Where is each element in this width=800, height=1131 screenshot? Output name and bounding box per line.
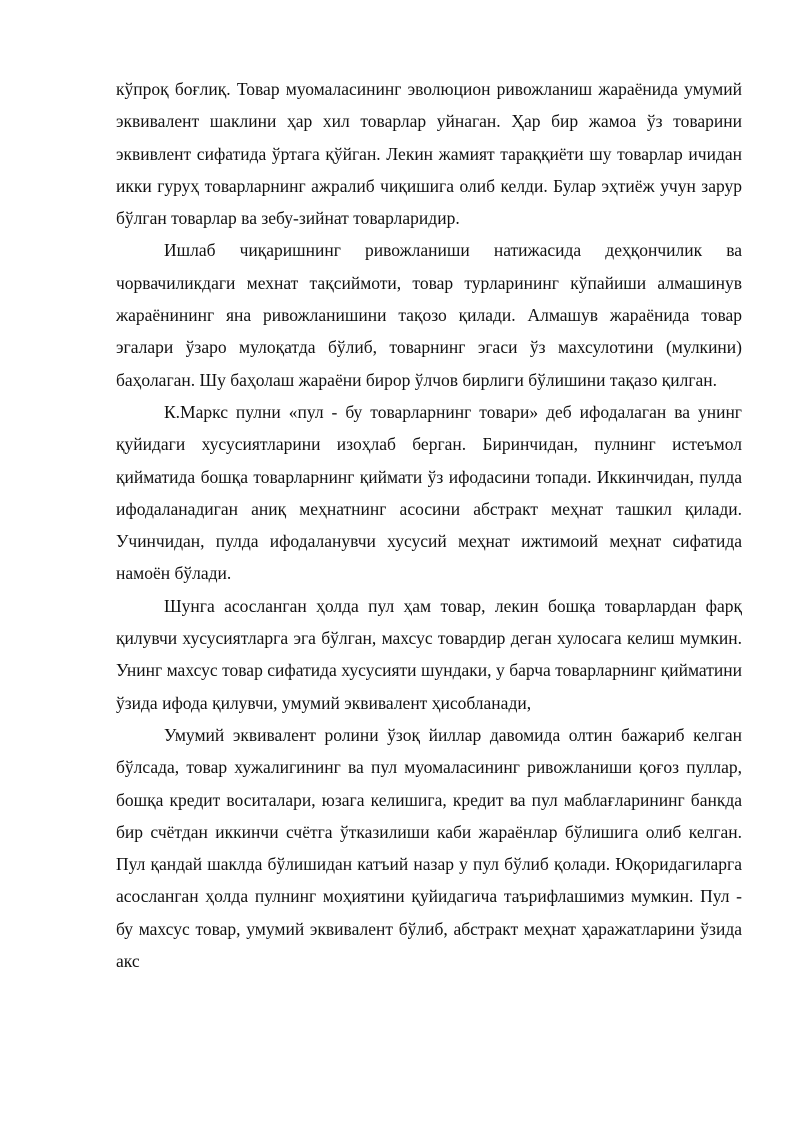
paragraph: Ишлаб чиқаришнинг ривожланиши натижасида деҳқончилик ва чорвачиликдаги мехнат тақсиймоти, товар турларининг кўпайиши алмашинув жараёнининг яна ривожланишини тақозо қилади. Алмашув жараёнида товар эгалари ўзаро мулоқатда бўлиб, товарнинг эгаси ўз махсулотини (мулкини) баҳолаган. Шу баҳолаш жараёни бирор ўлчов бирлиги бўлишини тақазо қилган. [116, 240, 742, 390]
paragraph: Шунга асосланган ҳолда пул ҳам товар, лекин бошқа товарлардан фарқ қилувчи хусусиятларга эга бўлган, махсус товардир деган хулосага келиш мумкин. Унинг махсус товар сифатида хусусияти шундаки, у барча товарларнинг қийматини ўзида ифода қилувчи, умумий эквивалент ҳисобланади, [116, 595, 742, 713]
document-page [116, 73, 742, 977]
paragraph: К.Маркс пулни «пул - бу товарларнинг товари» деб ифодалаган ва унинг қуйидаги хусусиятларини изоҳлаб берган. Биринчидан, пулнинг истеъмол қийматида бошқа товарларнинг қиймати ўз ифодасини топади. Иккинчидан, пулда ифодаланадиган аниқ меҳнатнинг асосини абстракт меҳнат ташкил қилади. Учинчидан, пулда ифодаланувчи хусусий меҳнат ижтимоий меҳнат сифатида намоён бўлади. [116, 401, 742, 584]
paragraph-continuation: кўпроқ боғлиқ. Товар муомаласининг эволюцион ривожланиш жараёнида умумий эквивалент шаклини ҳар хил товарлар уйнаган. Ҳар бир жамоа ўз товарини эквивлент сифатида ўртага қўйган. Лекин жамият тараққиёти шу товарлар ичидан икки гуруҳ товарларнинг ажралиб чиқишига олиб келди. Булар эҳтиёж учун зарур бўлган товарлар ва зебу-зийнат товарларидир. [116, 79, 742, 229]
paragraph: Умумий эквивалент ролини ўзоқ йиллар давомида олтин бажариб келган бўлсада, товар хужалигининг ва пул муомаласининг ривожланиши қоғоз пуллар, бошқа кредит воситалари, юзага келишига, кредит ва пул маблағларининг банкда бир счётдан иккинчи счётга ўтказилиши каби жараёнлар бўлишига олиб келган. Пул қандай шаклда бўлишидан катъий назар у пул бўлиб қолади. Юқоридагиларга асосланган ҳолда пулнинг моҳиятини қуйидагича таърифлашимиз мумкин. Пул - бу махсус товар, умумий эквивалент бўлиб, абстракт меҳнат ҳаражатларини ўзида акс [116, 724, 742, 972]
